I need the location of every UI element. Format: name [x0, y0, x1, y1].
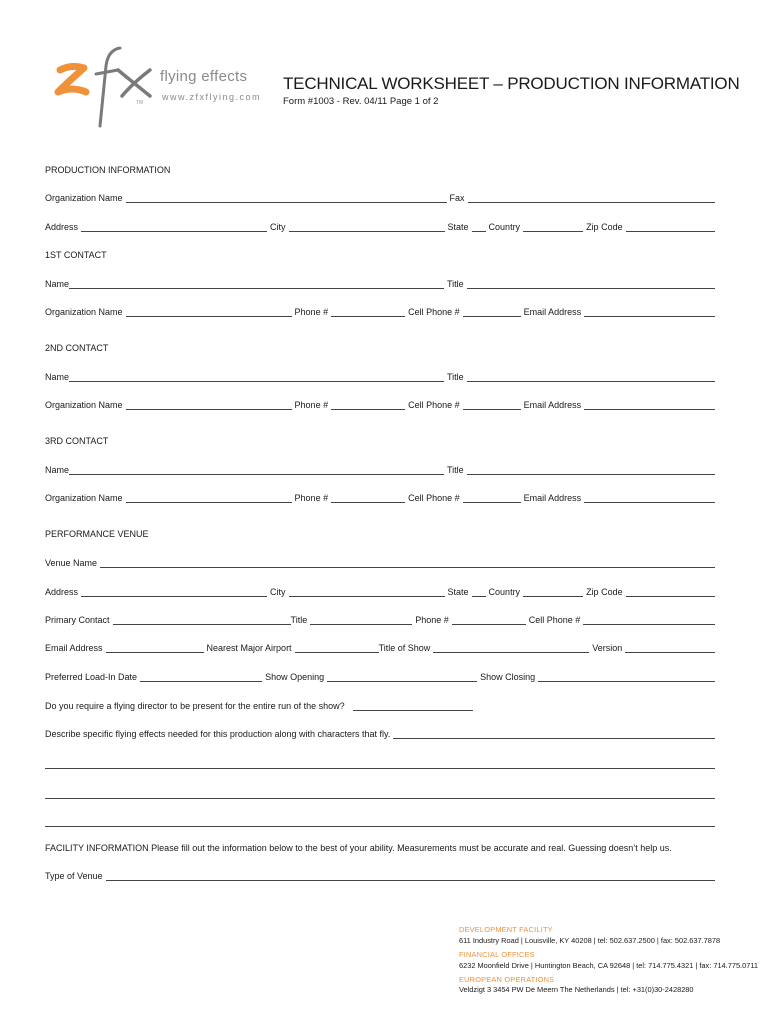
address-label: Address — [45, 222, 79, 232]
contact1-email-field[interactable] — [584, 308, 715, 317]
show-opening-label: Show Opening — [265, 672, 325, 682]
organization-name-field[interactable] — [126, 194, 447, 203]
row-venue-address — [45, 584, 718, 598]
version-field[interactable] — [625, 644, 715, 653]
describe-effects-line-3[interactable] — [45, 790, 715, 799]
contact3-name-field[interactable] — [69, 466, 444, 475]
title-label: Title — [290, 615, 308, 625]
cell-phone-label: Cell Phone # — [408, 307, 460, 317]
title-of-show-field[interactable] — [433, 644, 589, 653]
section-production-information: PRODUCTION INFORMATION — [45, 165, 171, 175]
email-address-label: Email Address — [523, 400, 582, 410]
email-address-label: Email Address — [523, 493, 582, 503]
country-field[interactable] — [523, 223, 583, 232]
country-label: Country — [488, 222, 521, 232]
title-label: Title — [447, 465, 464, 475]
phone-label: Phone # — [294, 493, 329, 503]
preferred-load-in-field[interactable] — [140, 673, 262, 682]
contact2-email-field[interactable] — [584, 401, 715, 410]
logo-trademark: TM — [136, 100, 144, 106]
title-label: Title — [447, 372, 464, 382]
cell-phone-label: Cell Phone # — [528, 615, 581, 625]
contact3-title-field[interactable] — [467, 466, 715, 475]
row-contact2-org — [45, 397, 718, 411]
footer-development-heading: DEVELOPMENT FACILITY — [459, 925, 553, 934]
email-address-label: Email Address — [45, 643, 103, 653]
primary-contact-field[interactable] — [113, 616, 291, 625]
describe-effects-field[interactable] — [393, 730, 715, 739]
address-label: Address — [45, 587, 79, 597]
nearest-airport-label: Nearest Major Airport — [206, 643, 292, 653]
zfx-logo — [52, 40, 262, 130]
phone-label: Phone # — [415, 615, 449, 625]
organization-name-label: Organization Name — [45, 493, 123, 503]
preferred-load-in-label: Preferred Load-In Date — [45, 672, 138, 682]
email-address-label: Email Address — [523, 307, 582, 317]
contact2-organization-field[interactable] — [126, 401, 292, 410]
venue-email-field[interactable] — [106, 644, 204, 653]
contact1-title-field[interactable] — [467, 280, 715, 289]
city-label: City — [270, 587, 286, 597]
nearest-airport-field[interactable] — [295, 644, 379, 653]
row-contact3-name — [45, 462, 718, 476]
state-label: State — [447, 587, 469, 597]
contact1-phone-field[interactable] — [331, 308, 405, 317]
row-effects-line-2 — [45, 756, 718, 770]
zfx-logo-mark — [52, 40, 162, 130]
row-contact1-org — [45, 304, 718, 318]
row-venue-name — [45, 555, 718, 569]
venue-name-label: Venue Name — [45, 558, 98, 568]
describe-effects-line-2[interactable] — [45, 760, 715, 769]
venue-zip-code-field[interactable] — [626, 588, 715, 597]
organization-name-label: Organization Name — [45, 400, 123, 410]
venue-name-field[interactable] — [100, 559, 715, 568]
describe-effects-line-4[interactable] — [45, 818, 715, 827]
section-1st-contact: 1ST CONTACT — [45, 250, 107, 260]
row-contact2-name — [45, 369, 718, 383]
section-3rd-contact: 3RD CONTACT — [45, 436, 109, 446]
row-email-airport — [45, 640, 718, 654]
row-effects-line-4 — [45, 814, 718, 828]
venue-address-field[interactable] — [81, 588, 267, 597]
city-label: City — [270, 222, 286, 232]
organization-name-label: Organization Name — [45, 193, 123, 203]
row-address — [45, 219, 718, 233]
type-of-venue-label: Type of Venue — [45, 871, 103, 881]
logo-tagline: flying effects — [160, 68, 248, 85]
primary-contact-phone-field[interactable] — [452, 616, 526, 625]
show-closing-field[interactable] — [538, 673, 715, 682]
section-performance-venue: PERFORMANCE VENUE — [45, 529, 149, 539]
zip-code-label: Zip Code — [586, 222, 623, 232]
row-organization-fax — [45, 190, 718, 204]
venue-city-field[interactable] — [289, 588, 445, 597]
footer-european-heading: EUROPEAN OPERATIONS — [459, 975, 555, 984]
fax-label: Fax — [449, 193, 465, 203]
describe-effects-label: Describe specific flying effects needed for this production along with characters that fly. — [45, 729, 391, 739]
row-type-of-venue — [45, 868, 718, 882]
city-field[interactable] — [289, 223, 445, 232]
cell-phone-label: Cell Phone # — [408, 493, 460, 503]
fax-field[interactable] — [468, 194, 715, 203]
show-opening-field[interactable] — [327, 673, 477, 682]
show-closing-label: Show Closing — [480, 672, 536, 682]
version-label: Version — [592, 643, 623, 653]
flying-director-field[interactable] — [353, 702, 473, 711]
title-label: Title — [447, 279, 464, 289]
section-facility-information: FACILITY INFORMATION Please fill out the information below to the best of your ability. Measurements must be accurate and real. Guessing doesn’t help us. — [45, 843, 672, 853]
name-label: Name — [45, 372, 70, 382]
flying-director-question: Do you require a flying director to be present for the entire run of the show? — [45, 701, 345, 711]
contact2-cell-field[interactable] — [463, 401, 521, 410]
country-label: Country — [488, 587, 521, 597]
organization-name-label: Organization Name — [45, 307, 123, 317]
venue-state-field[interactable] — [472, 588, 486, 597]
type-of-venue-field[interactable] — [106, 872, 715, 881]
primary-contact-label: Primary Contact — [45, 615, 110, 625]
footer-european-address: Veldzigt 3 3454 PW De Meern The Netherlands | tel: +31(0)30-2428280 — [459, 985, 694, 994]
primary-contact-cell-field[interactable] — [583, 616, 715, 625]
row-primary-contact — [45, 612, 718, 626]
footer-development-address: 611 Industry Road | Louisville, KY 40208 | tel: 502.637.2500 | fax: 502.637.7878 — [459, 936, 721, 945]
contact3-organization-field[interactable] — [126, 494, 292, 503]
section-2nd-contact: 2ND CONTACT — [45, 343, 109, 353]
footer-financial-heading: FINANCIAL OFFICES — [459, 950, 535, 959]
row-effects-line-3 — [45, 786, 718, 800]
contact3-phone-field[interactable] — [331, 494, 405, 503]
contact2-phone-field[interactable] — [331, 401, 405, 410]
logo-url: www.zfxflying.com — [162, 92, 262, 102]
name-label: Name — [45, 465, 70, 475]
title-of-show-label: Title of Show — [378, 643, 431, 653]
contact3-email-field[interactable] — [584, 494, 715, 503]
form-number: Form #1003 - Rev. 04/11 Page 1 of 2 — [283, 96, 439, 107]
footer-financial-address: 6232 Moonfield Drive | Huntington Beach, CA 92648 | tel: 714.775.4321 | fax: 714.775.0711 — [459, 961, 758, 970]
name-label: Name — [45, 279, 70, 289]
contact1-cell-field[interactable] — [463, 308, 521, 317]
state-label: State — [447, 222, 469, 232]
row-contact1-name — [45, 276, 718, 290]
primary-contact-title-field[interactable] — [310, 616, 412, 625]
contact1-name-field[interactable] — [69, 280, 444, 289]
zip-code-label: Zip Code — [586, 587, 623, 597]
phone-label: Phone # — [294, 400, 329, 410]
zip-code-field[interactable] — [626, 223, 715, 232]
row-dates — [45, 669, 718, 683]
contact2-title-field[interactable] — [467, 373, 715, 382]
page-title: TECHNICAL WORKSHEET – PRODUCTION INFORMATION — [283, 74, 740, 93]
row-describe-effects — [45, 726, 718, 740]
cell-phone-label: Cell Phone # — [408, 400, 460, 410]
venue-country-field[interactable] — [523, 588, 583, 597]
row-contact3-org — [45, 490, 718, 504]
phone-label: Phone # — [294, 307, 329, 317]
contact2-name-field[interactable] — [69, 373, 444, 382]
row-flying-director — [45, 698, 718, 712]
address-field[interactable] — [81, 223, 267, 232]
contact1-organization-field[interactable] — [126, 308, 292, 317]
state-field[interactable] — [472, 223, 486, 232]
contact3-cell-field[interactable] — [463, 494, 521, 503]
